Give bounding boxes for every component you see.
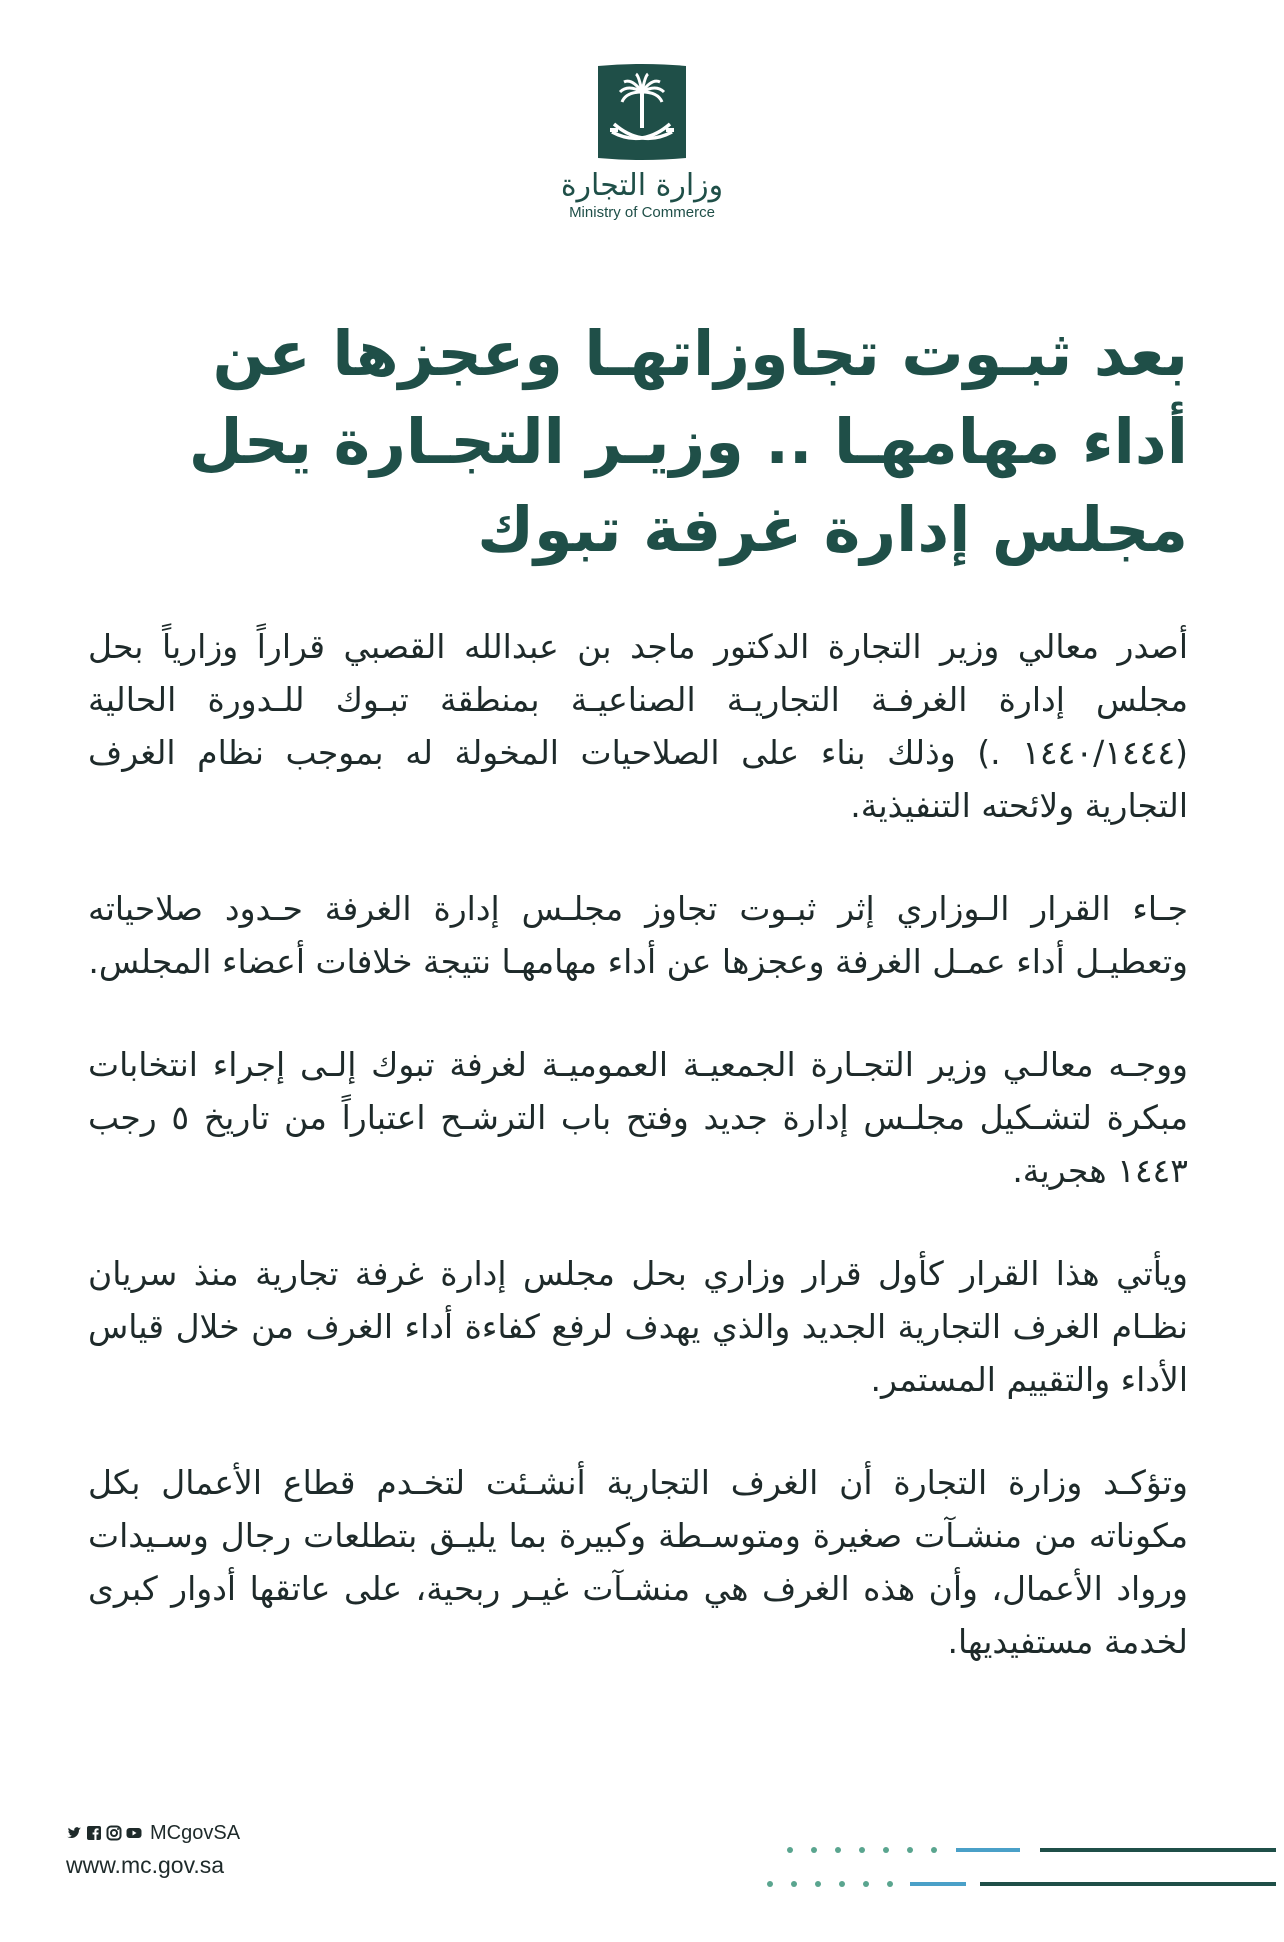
twitter-icon[interactable]: [66, 1825, 82, 1841]
youtube-icon[interactable]: [126, 1825, 142, 1841]
ministry-name-arabic: وزارة التجارة: [560, 168, 724, 203]
paragraph-4: ويأتي هذا القرار كأول قرار وزاري بحل مجلس إدارة غرفة تجارية منذ سريان نظـام الغرف التجارية الجديد والذي يهدف لرفع كفاءة أداء الغرف من خلال قياس الأداء والتقييم المستمر.: [88, 1254, 1188, 1399]
facebook-icon[interactable]: [86, 1825, 102, 1841]
footer-contact: [66, 1820, 366, 1879]
instagram-icon[interactable]: [106, 1825, 122, 1841]
paragraph-3: ووجـه معالـي وزير التجـارة الجمعيـة العموميـة لغرفة تبوك إلـى إجراء انتخابات مبكرة لتشـكيل مجلـس إدارة جديد وفتح باب الترشـح اعتباراً من تاريخ ٥ رجب ١٤٤٣ هجرية.: [88, 1045, 1189, 1190]
article-body: [88, 620, 1188, 1718]
paragraph-1: أصدر معالي وزير التجارة الدكتور ماجد بن عبدالله القصبي قراراً وزارياً بحل مجلس إدارة الغرفـة التجاريـة الصناعيـة بمنطقة تبـوك للـدورة الحالية (١٤٤٠/١٤٤٤ .) وذلك بناء على الصلاحيات المخولة له بموجب نظام الغرف التجارية ولائحته التنفيذية.: [88, 627, 1188, 825]
footer-decoration: [760, 1830, 1280, 1890]
social-row: [66, 1820, 366, 1846]
paragraph-2: جـاء القرار الـوزاري إثر ثبـوت تجاوز مجلـس إدارة الغرفة حـدود صلاحياته وتعطيـل أداء عمـل الغرفة وعجزها عن أداء مهامهـا نتيجة خلافات أعضاء المجلس.: [88, 889, 1188, 981]
article-headline: بعد ثبـوت تجاوزاتهـا وعجزها عن أداء مهامهـا .. وزيـر التجـارة يحل مجلس إدارة غرفة تبوك: [188, 317, 1188, 566]
ministry-name-english: Ministry of Commerce: [569, 204, 715, 221]
social-handle[interactable]: MCgovSA: [150, 1821, 241, 1844]
ministry-logo-emblem: [592, 62, 692, 164]
website-link[interactable]: www.mc.gov.sa: [66, 1852, 225, 1878]
paragraph-5: وتؤكـد وزارة التجارة أن الغرف التجارية أنشـئت لتخـدم قطاع الأعمال بكل مكوناته من منشـآت صغيرة ومتوسـطة وكبيرة بما يليـق بتطلعات رجال وسـيدات ورواد الأعمال، وأن هذه الغرف هي منشـآت غيـر ربحية، على عاتقها أدوار كبرى لخدمة مستفيديها.: [88, 1463, 1188, 1661]
